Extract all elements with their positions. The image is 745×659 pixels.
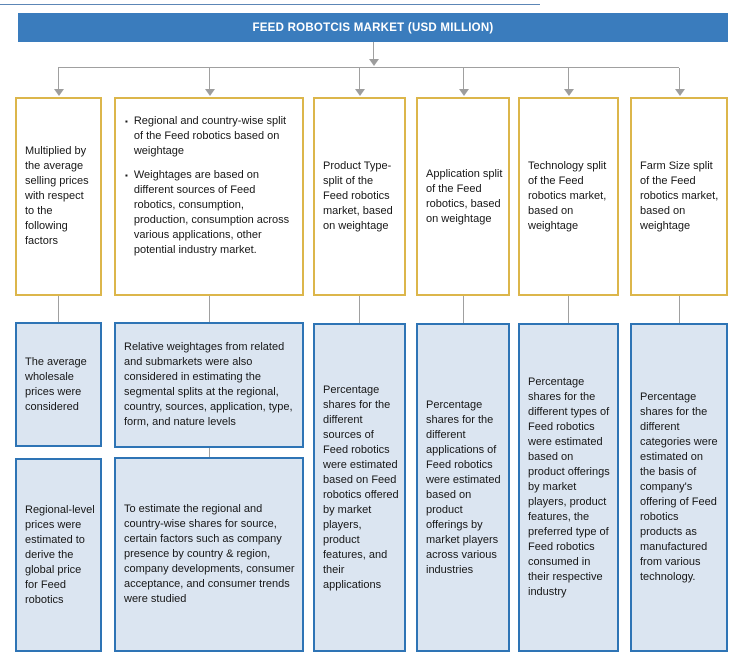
connector-line	[679, 296, 680, 323]
connector-line	[58, 296, 59, 322]
title-bar	[18, 13, 728, 42]
connector-stem	[373, 42, 374, 59]
connector-drop-line	[359, 68, 360, 89]
detail-box-col1-2	[15, 458, 102, 652]
criteria-text: Application split of the Feed robotics, based on weightage	[426, 167, 503, 225]
top-border-line	[0, 4, 540, 5]
diagram-title: FEED ROBOTCIS MARKET (USD MILLION)	[252, 21, 494, 34]
detail-box-col1-1	[15, 322, 102, 447]
connector-drop-line	[568, 68, 569, 89]
criteria-box-col3	[313, 97, 406, 296]
criteria-text: Multiplied by the average selling prices with respect to the following factors	[25, 145, 89, 247]
bullet-item	[125, 114, 294, 159]
arrow-down-icon	[54, 89, 64, 96]
bullet-text: Weightages are based on different sources of Feed robotics, consumption, production, consumption across various applications, other potential industry market.	[133, 169, 290, 256]
detail-box-col2-1	[114, 322, 304, 448]
criteria-text: Technology split of the Feed robotics market, based on weightage	[528, 160, 607, 232]
criteria-box-col5	[518, 97, 619, 296]
connector-drop-line	[679, 68, 680, 89]
bullet-icon: ▪	[125, 171, 128, 180]
detail-box-col5	[518, 323, 619, 652]
detail-box-col3	[313, 323, 406, 652]
bullet-item	[125, 168, 294, 258]
criteria-box-col4	[416, 97, 510, 296]
connector-line	[568, 296, 569, 323]
arrow-down-icon	[369, 59, 379, 66]
bullet-icon: ▪	[125, 117, 128, 126]
detail-text: The average wholesale prices were considered	[25, 355, 87, 413]
bullet-list	[116, 99, 302, 264]
connector-line	[463, 296, 464, 323]
criteria-text: Farm Size split of the Feed robotics market, based on weightage	[640, 160, 719, 232]
arrow-down-icon	[459, 89, 469, 96]
arrow-down-icon	[355, 89, 365, 96]
arrow-down-icon	[675, 89, 685, 96]
arrow-down-icon	[205, 89, 215, 96]
arrow-down-icon	[564, 89, 574, 96]
connector-line	[209, 296, 210, 322]
detail-text: Percentage shares for the different types of Feed robotics were estimated based on product offerings by market players, product features, the preferred type of Feed robotics consumed in their respective industry	[528, 376, 610, 598]
detail-text: To estimate the regional and country-wise shares for source, certain factors such as company presence by country & region, company developments, consumer acceptance, and consumer trends were studied	[124, 503, 295, 605]
criteria-box-col6	[630, 97, 728, 296]
detail-text: Relative weightages from related and submarkets were also considered in estimating the segmental splits at the regional, country, sources, application, type, form, and nature levels	[124, 341, 293, 428]
connector-drop-line	[209, 68, 210, 89]
connector-drop-line	[463, 68, 464, 89]
detail-text: Regional-level prices were estimated to derive the global price for Feed robotics	[25, 503, 95, 606]
detail-text: Percentage shares for the different sources of Feed robotics were estimated based on Feed robotics offered by market players, product features, and their applications	[323, 383, 399, 591]
criteria-box-col1	[15, 97, 102, 296]
connector-line	[359, 296, 360, 323]
detail-box-col4	[416, 323, 510, 652]
connector-drop-line	[58, 68, 59, 89]
detail-box-col2-2	[114, 457, 304, 652]
connector-line	[209, 448, 210, 457]
detail-text: Percentage shares for the different applications of Feed robotics were estimated based on product offerings by market players across various industries	[426, 398, 501, 576]
detail-box-col6	[630, 323, 728, 652]
bullet-text: Regional and country-wise split of the Feed robotics based on weightage	[133, 115, 287, 157]
criteria-box-col2	[114, 97, 304, 296]
connector-branch-line	[58, 67, 679, 68]
criteria-text: Product Type-split of the Feed robotics market, based on weightage	[323, 160, 393, 232]
detail-text: Percentage shares for the different categories were estimated on the basis of company's offering of Feed robotics products as manufactured from various technology.	[640, 391, 718, 583]
